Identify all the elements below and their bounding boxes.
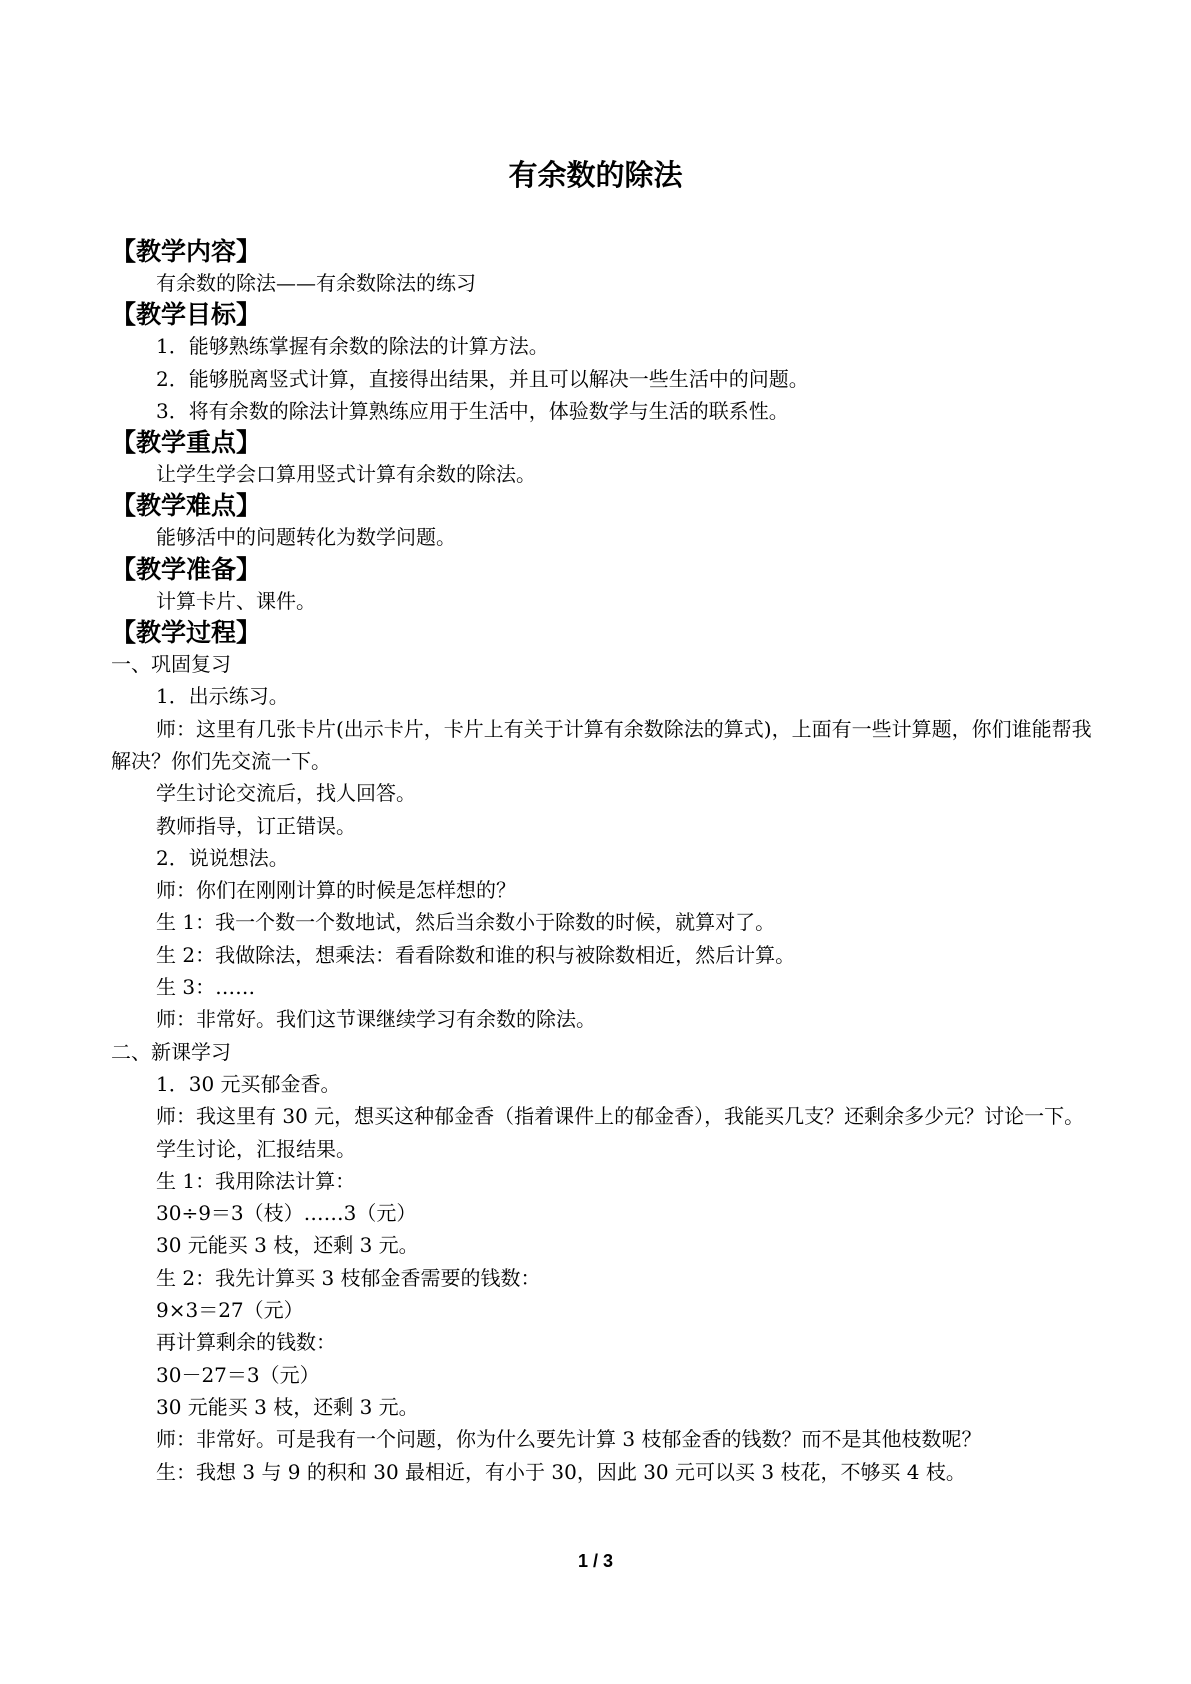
process-line: 师：非常好。我们这节课继续学习有余数的除法。 — [156, 1007, 596, 1032]
process-line: 师：非常好。可是我有一个问题，你为什么要先计算 3 枝郁金香的钱数？而不是其他枝数呢？ — [156, 1427, 982, 1452]
process-part-title: 一、巩固复习 — [111, 652, 231, 677]
document-title: 有余数的除法 — [508, 158, 683, 192]
section-heading-objectives: 【教学目标】 — [111, 300, 262, 330]
process-line: 30 元能买 3 枝，还剩 3 元。 — [156, 1394, 419, 1419]
process-line: 30－27＝3（元） — [156, 1362, 320, 1387]
process-line: 再计算剩余的钱数： — [156, 1330, 336, 1355]
process-line: 生 3：…… — [156, 975, 256, 1000]
process-line: 2．说说想法。 — [156, 845, 289, 870]
section-line: 能够活中的问题转化为数学问题。 — [156, 525, 456, 550]
process-line: 教师指导，订正错误。 — [156, 813, 356, 838]
section-line: 2．能够脱离竖式计算，直接得出结果，并且可以解决一些生活中的问题。 — [156, 366, 809, 391]
process-line: 生 1：我用除法计算： — [156, 1168, 356, 1193]
process-line: 学生讨论交流后，找人回答。 — [156, 781, 416, 806]
section-heading-difficulties: 【教学难点】 — [111, 491, 262, 521]
process-part-title: 二、新课学习 — [111, 1039, 231, 1064]
document-body — [111, 236, 1101, 1488]
process-line: 师：你们在刚刚计算的时候是怎样想的？ — [156, 878, 516, 903]
section-heading-process: 【教学过程】 — [111, 618, 262, 648]
section-heading-key-points: 【教学重点】 — [111, 428, 262, 458]
process-line: 生 2：我做除法，想乘法：看看除数和谁的积与被除数相近，然后计算。 — [156, 942, 796, 967]
process-line: 师：我这里有 30 元，想买这种郁金香（指着课件上的郁金香），我能买几支？还剩余多少元？讨论一下。 — [156, 1104, 1085, 1129]
process-line: 9×3＝27（元） — [156, 1298, 304, 1323]
process-line: 1．30 元买郁金香。 — [156, 1071, 341, 1096]
page-number: 1 / 3 — [577, 1551, 614, 1571]
section-line: 3．将有余数的除法计算熟练应用于生活中，体验数学与生活的联系性。 — [156, 398, 789, 423]
process-line: 师：这里有几张卡片(出示卡片，卡片上有关于计算有余数除法的算式)，上面有一些计算题，你们谁能帮我解决？你们先交流一下。 — [111, 716, 1092, 773]
process-line: 1．出示练习。 — [156, 684, 289, 709]
process-line: 30÷9＝3（枝）……3（元） — [156, 1201, 417, 1226]
section-heading-content: 【教学内容】 — [111, 237, 262, 266]
process-line: 学生讨论，汇报结果。 — [156, 1136, 356, 1161]
process-line: 生 1：我一个数一个数地试，然后当余数小于除数的时候，就算对了。 — [156, 910, 776, 935]
section-heading-preparation: 【教学准备】 — [111, 554, 262, 584]
process-line: 30 元能买 3 枝，还剩 3 元。 — [156, 1233, 419, 1258]
section-line: 计算卡片、课件。 — [156, 588, 316, 613]
section-line: 有余数的除法——有余数除法的练习 — [156, 271, 476, 295]
section-line: 1．能够熟练掌握有余数的除法的计算方法。 — [156, 334, 549, 359]
process-line: 生：我想 3 与 9 的积和 30 最相近，有小于 30，因此 30 元可以买 3 枝花，不够买 4 枝。 — [156, 1459, 966, 1484]
section-line: 让学生学会口算用竖式计算有余数的除法。 — [156, 462, 536, 487]
process-line: 生 2：我先计算买 3 枝郁金香需要的钱数： — [156, 1265, 541, 1290]
